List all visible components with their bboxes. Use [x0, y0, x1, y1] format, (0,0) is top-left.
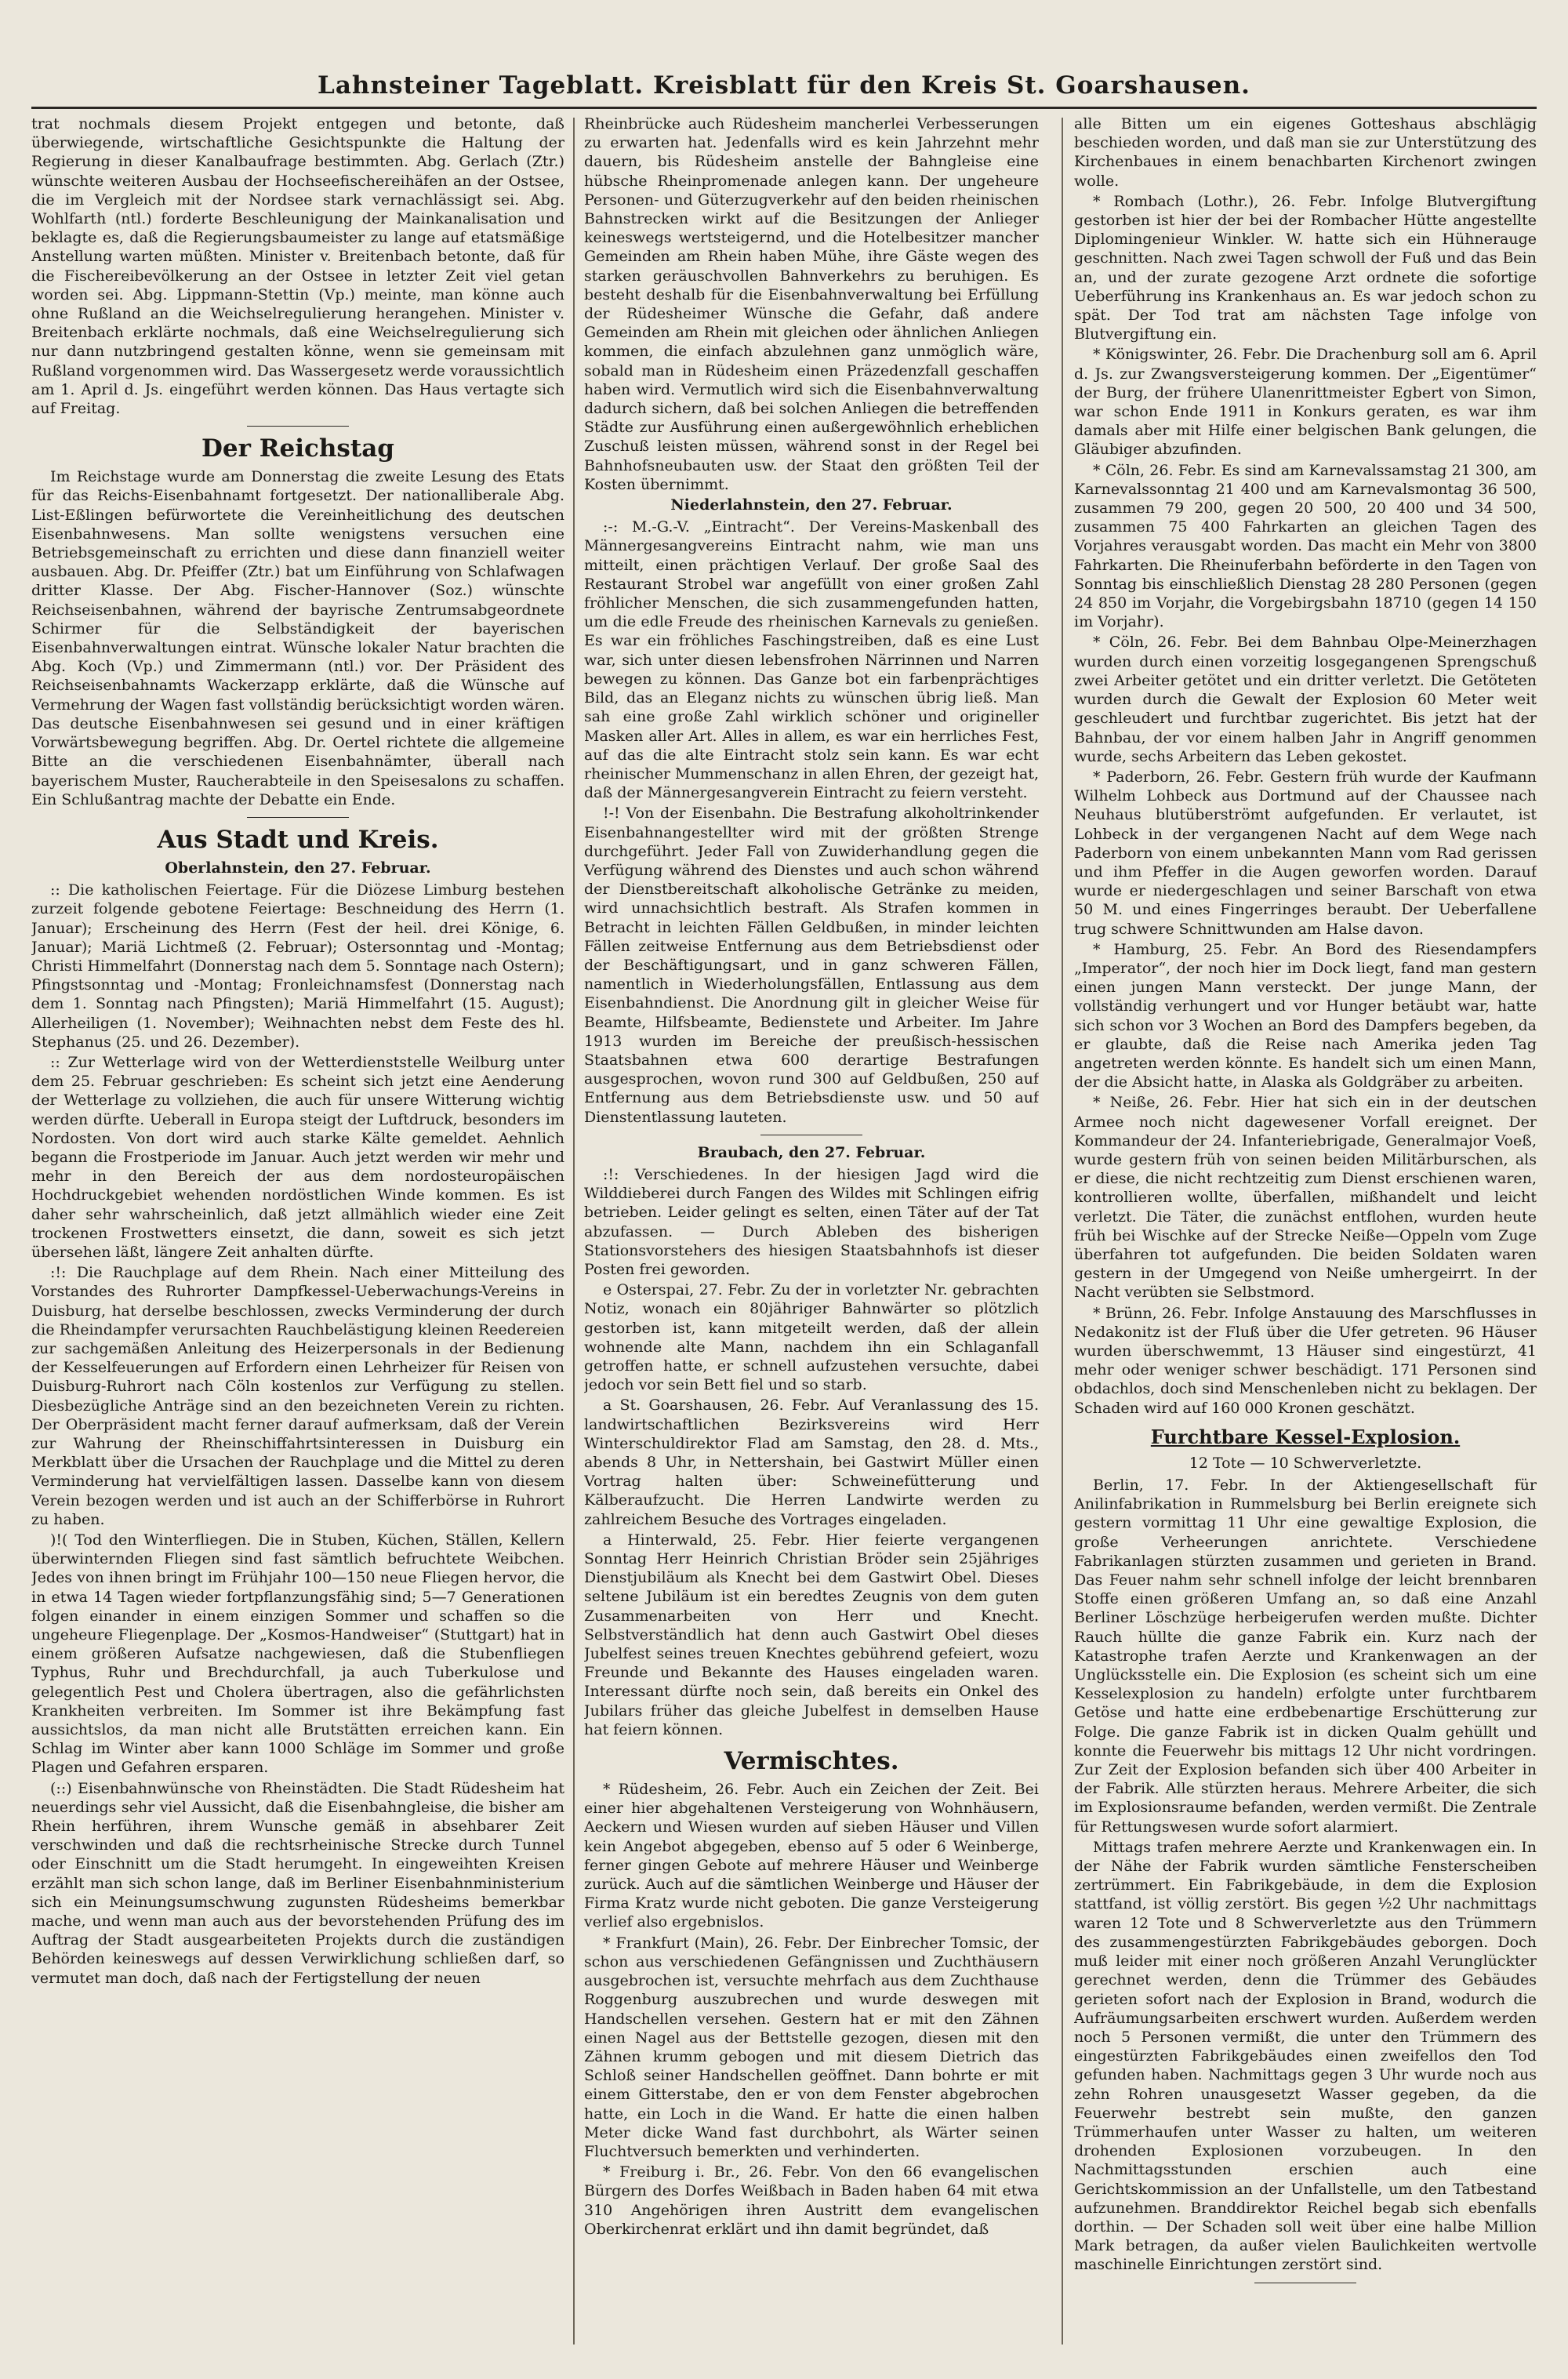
column-3 — [1074, 114, 1537, 2357]
article-paragraph: :!: Verschiedenes. In der hiesigen Jagd wird die Wilddieberei durch Fangen des Wildes mit Schlingen eifrig betrieben. Leider gelingt es selten, einen Täter auf der Tat abzufassen. — Durch Ableben des bisherigen Stationsvorstehers des hiesigen Staatsbahnhofs ist dieser Posten frei geworden. — [584, 1165, 1039, 1278]
column-1 — [31, 114, 564, 2357]
article-paragraph: :: Die katholischen Feiertage. Für die Diözese Limburg bestehen zurzeit folgende gebotene Feiertage: Beschneidung des Herrn (1. Januar); Erscheinung des Herrn (Fest der heil. drei Könige, 6. Januar); Mariä Lichtmeß (2. Februar); Ostersonntag und -Montag; Christi Himmelfahrt (Donnerstag nach dem 5. Sonntage nach Ostern); Pfingstsonntag und -Montag; Fronleichnamsfest (Donnerstag nach dem 1. Sonntag nach Pfingsten); Mariä Himmelfahrt (15. August); Allerheiligen (1. November); Weihnachten nebst dem Feste des hl. Stephanus (25. und 26. Dezember). — [31, 881, 564, 1051]
article-paragraph: alle Bitten um ein eigenes Gotteshaus abschlägig beschieden worden, und daß man sie zur Unterstützung des Kirchenbaues in einem benachbarten Kirchenort zwingen wolle. — [1074, 115, 1537, 190]
article-paragraph: a St. Goarshausen, 26. Febr. Auf Veranlassung des 15. landwirtschaftlichen Bezirksvereins wird Herr Winterschuldirektor Flad am Samstag, den 28. d. Mts., abends 8 Uhr, in Nettershain, bei Gastwirt Müller einen Vortrag halten über: Schweinefütterung und Kälberaufzucht. Die Herren Landwirte werden zu zahlreichem Besuche des Vortrages eingeladen. — [584, 1397, 1039, 1528]
article-paragraph: * Paderborn, 26. Febr. Gestern früh wurde der Kaufmann Wilhelm Lohbeck aus Dortmund auf der Chaussee nach Neuhaus blutüberströmt aufgefunden. Er verlautet, ist Lohbeck in der vergangenen Nacht auf dem Wege nach Paderborn von einem unbekannten Mann vom Rad gerissen und ihm Pfeffer in die Augen geworfen worden. Darauf wurde er niedergeschlagen und seiner Barschaft von etwa 50 M. und eines Fingerringes beraubt. Der Ueberfallene trug schwere Schnittwunden am Halse davon. — [1074, 768, 1537, 938]
article-paragraph: :!: Die Rauchplage auf dem Rhein. Nach einer Mitteilung des Vorstandes des Ruhrorter Dampfkessel-Ueberwachungs-Vereins in Duisburg, hat derselbe beschlossen, zwecks Verminderung der durch die Rheindampfer verursachten Rauchbelästigung kleinen Reedereien zur sachgemäßen Anleitung des Heizerpersonals in der Bedienung der Kesselfeuerungen auf Erfordern einen Lehrheizer für Reisen von Duisburg-Ruhrort nach Cöln kostenlos zur Verfügung zu stellen. Diesbezügliche Anträge sind an den bezeichneten Verein zu richten. Der Oberpräsident macht ferner darauf aufmerksam, daß der Verein zur Wahrung der Rheinschiffahrtsinteressen in Duisburg ein Merkblatt über die Ursachen der Rauchplage und die Mittel zu deren Verminderung hat vervielfältigen lassen. Dasselbe kann von diesem Verein bezogen werden und ist auch an der Schifferbörse in Ruhrort zu haben. — [31, 1264, 564, 1528]
article-paragraph: * Freiburg i. Br., 26. Febr. Von den 66 evangelischen Bürgern des Dorfes Weißbach in Baden haben 64 mit etwa 310 Angehörigen ihren Austritt dem evangelischen Oberkirchenrat erklärt und ihn damit begründet, daß — [584, 2163, 1039, 2238]
section-heading-stadt-kreis: Aus Stadt und Kreis. — [157, 825, 439, 854]
article-paragraph: * Rüdesheim, 26. Febr. Auch ein Zeichen der Zeit. Bei einer hier abgehaltenen Versteigerung von Wohnhäusern, Aeckern und Wiesen wurden auf sieben Häuser und Villen kein Angebot abgegeben, ebenso auf 5 oder 6 Weinberge, ferner gingen Gebote auf mehrere Häuser und Weinberge zurück. Auch auf die sämtlichen Weinberge und Häuser der Firma Kratz wurde nicht geboten. Die ganze Versteigerung verlief also ergebnislos. — [584, 1781, 1039, 1931]
article-paragraph: (::) Eisenbahnwünsche von Rheinstädten. Die Stadt Rüdesheim hat neuerdings sehr viel Aussicht, daß die Eisenbahngleise, die bisher am Rhein herführen, ihrem Wunsche gemäß in absehbarer Zeit verschwinden und daß die rechtsrheinische Strecke durch Tunnel oder Einschnitt um die Stadt herumgeht. In eingeweihten Kreisen erzählt man sich schon lange, daß im Berliner Eisenbahnministerium sich ein Meinungsumschwung zugunsten Rüdesheims bemerkbar mache, und wenn man auch aus der bevorstehenden Prüfung des im Auftrag der Stadt ausgearbeiteten Projekts durch die zuständigen Behörden keineswegs auf dessen Verwirklichung schließen darf, so vermutet man doch, daß nach der Fertigstellung der neuen — [31, 1779, 564, 1987]
section-heading-vermischtes: Vermischtes. — [724, 1747, 899, 1776]
article-paragraph: trat nochmals diesem Projekt entgegen und betonte, daß überwiegende, wirtschaftliche Gesichtspunkte die Haltung der Regierung in dieser Kanalbaufrage bestimmten. Abg. Gerlach (Ztr.) wünschte weiteren Ausbau der Hochseefischereihäfen an der Ostsee, die im Vergleich mit der Nordsee stark vernachlässigt sei. Abg. Wohlfarth (ntl.) forderte Beschleunigung der Mainkanalisation und beklagte es, daß die Regierungsbaumeister zu lange auf etatsmäßige Anstellung warten müßten. Minister v. Breitenbach betonte, daß für die Fischereibevölkerung an der Ostsee in letzter Zeit viel getan worden sei. Abg. Lippmann-Stettin (Vp.) meinte, man könne auch ohne Rußland an die Weichselregulierung herangehen. Minister v. Breitenbach erklärte nochmals, daß eine Weichselregulierung sich nur dann nutzbringend gestalten könne, wenn sie gemeinsam mit Rußland vorgenommen wird. Das Wassergesetz werde voraussichtlich am 1. April d. Js. eingeführt werden können. Das Haus vertagte sich auf Freitag. — [31, 115, 564, 418]
article-paragraph: * Hamburg, 25. Febr. An Bord des Riesendampfers „Imperator“, der noch hier im Dock liegt, fand man gestern einen jungen Mann versteckt. Der junge Mann, der vollständig verhungert und vor Hunger betäubt war, hatte sich schon vor 3 Wochen an Bord des Dampfers begeben, da er glaubte, daß die Reise nach Amerika jeden Tag angetreten werden könnte. Es handelt sich um einen Mann, der die Absicht hatte, in Alaska als Goldgräber zu arbeiten. — [1074, 940, 1537, 1091]
section-divider — [247, 817, 349, 818]
article-paragraph: * Cöln, 26. Febr. Es sind am Karnevalssamstag 21 300, am Karnevalssonntag 21 400 und am Karnevalsmontag 36 500, zusammen 79 200, gegen 20 500, 20 400 und 34 500, zusammen 75 400 Fahrkarten an gleichen Tagen des Vorjahres verausgabt worden. Das macht ein Mehr von 3800 Fahrkarten. Die Rheinuferbahn beförderte in den Tagen von Sonntag bis einschließlich Dienstag 28 280 Personen (gegen 24 850 im Vorjahr, die Vorgebirgsbahn 18710 (gegen 14 150 im Vorjahr). — [1074, 461, 1537, 631]
article-paragraph: Rheinbrücke auch Rüdesheim mancherlei Verbesserungen zu erwarten hat. Jedenfalls wird es kein Jahrzehnt mehr dauern, bis Rüdesheim anstelle der Bahngleise eine hübsche Rheinpromenade anlegen kann. Der ungeheure Personen- und Güterzugverkehr auf den beiden rheinischen Bahnstrecken wirkt auf die Besitzungen der Anlieger keineswegs wertsteigernd, und die Hotelbesitzer mancher Gemeinden am Rhein haben Mühe, ihre Gäste wegen des starken geräuschvollen Bahnverkehrs zu beruhigen. Es besteht deshalb für die Eisenbahnverwaltung bei Erfüllung der Rüdesheimer Wünsche die Gefahr, daß andere Gemeinden am Rhein mit gleichen oder ähnlichen Anliegen kommen, die einfach abzulehnen ganz unmöglich wäre, sobald man in Rüdesheim einen Präzedenzfall geschaffen haben wird. Vermutlich wird sich die Eisenbahnverwaltung dadurch sichern, daß bei solchen Anliegen die betreffenden Städte zur Ausführung einen außergewöhnlich erheblichen Zuschuß leisten müssen, während sonst in der Regel bei Bahnhofsneubauten usw. der Staat den größten Teil der Kosten übernimmt. — [584, 115, 1039, 493]
article-paragraph: :: Zur Wetterlage wird von der Wetterdienststelle Weilburg unter dem 25. Februar geschrieben: Es scheint sich jetzt eine Aenderung der Wetterlage zu vollziehen, die auch für unsere Witterung wichtig werden dürfte. Ueberall in Europa steigt der Luftdruck, besonders im Nordosten. Von dort wird auch starke Kälte gemeldet. Aehnlich begann die Frostperiode im Januar. Auch jetzt werden wir mehr und mehr in den Bereich der aus dem nordosteuropäischen Hochdruckgebiet wehenden nordöstlichen Winde kommen. Es ist daher sehr wahrscheinlich, daß jetzt allmählich wieder eine Zeit trockenen Frostwetters einsetzt, die dann, soweit es sich jetzt übersehen läßt, längere Zeit anhalten dürfte. — [31, 1053, 564, 1261]
article-paragraph: * Neiße, 26. Febr. Hier hat sich ein in der deutschen Armee noch nicht dagewesener Vorfall ereignet. Der Kommandeur der 24. Infanteriebrigade, Generalmajor Voeß, wurde gestern früh von seinen beiden Militärburschen, als er diese, die nicht rechtzeitig zum Dienst erschienen waren, kontrollieren wollte, überfallen, mißhandelt und leicht verletzt. Die Täter, die zunächst entflohen, wurden heute früh bei Wischke auf der Strecke Neiße—Oppeln vom Zuge überfahren tot aufgefunden. Die beiden Soldaten waren gestern in der Umgegend von Neiße umhergeirrt. In der Nacht verübten sie Selbstmord. — [1074, 1094, 1537, 1302]
section-divider — [247, 426, 349, 427]
section-heading-kessel-explosion: Furchtbare Kessel-Explosion. — [1150, 1425, 1461, 1448]
article-columns — [0, 114, 1568, 2357]
article-paragraph: !-! Von der Eisenbahn. Die Bestrafung alkoholtrinkender Eisenbahnangestellter wird mit der größten Strenge durchgeführt. Jeder Fall von Zuwiderhandlung gegen die Verfügung während des Dienstes und auch schon während der Dienstbereitschaft alkoholische Getränke zu meiden, wird unnachsichtlich bestraft. Als Strafen kommen in Betracht in leichten Fällen Geldbußen, in minder leichten Fällen zeitweise Entfernung aus dem Betriebsdienst oder der Beschäftigungsart, und in ganz schweren Fällen, namentlich in Wiederholungsfällen, Entlassung aus dem Eisenbahndienst. Die Anordnung gilt in gleicher Weise für Beamte, Hilfsbeamte, Bedienstete und Arbeiter. Im Jahre 1913 wurden im Bereiche der preußisch-hessischen Staatsbahnen etwa 600 derartige Bestrafungen ausgesprochen, wovon rund 300 auf Geldbußen, 250 auf Entfernung aus dem Betriebsdienste usw. und 50 auf Dienstentlassung lauteten. — [584, 805, 1039, 1126]
article-paragraph: * Frankfurt (Main), 26. Febr. Der Einbrecher Tomsic, der schon aus verschiedenen Gefängnissen und Zuchthäusern ausgebrochen ist, versuchte mehrfach aus dem Zuchthause Roggenburg auszubrechen und wurde deswegen mit Handschellen versehen. Gestern hat er mit den Zähnen einen Nagel aus der Bettstelle gezogen, diesen mit den Zähnen krumm gebogen und mit diesem Dietrich das Schloß seiner Handschellen geöffnet. Dann bohrte er mit einem Gitterstabe, den er von dem Fenster abgebrochen hatte, ein Loch in die Wand. Er hatte die einen halben Meter dicke Wand fast durchbohrt, als Wärter seinen Fluchtversuch bemerkten und verhinderten. — [584, 1934, 1039, 2160]
subheading: 12 Tote — 10 Schwerverletzte. — [1189, 1454, 1422, 1472]
article-paragraph: * Rombach (Lothr.), 26. Febr. Infolge Blutvergiftung gestorben ist hier der bei der Rombacher Hütte angestellte Diplomingenieur Winkler. W. hatte sich ein Hühnerauge geschnitten. Nach zwei Tagen schwoll der Fuß und das Bein an, und der zurate gezogene Arzt ordnete die sofortige Ueberführung ins Krankenhaus an. Es war jedoch schon zu spät. Der Tod trat am nächsten Tage infolge von Blutvergiftung ein. — [1074, 192, 1537, 343]
article-paragraph: )!( Tod den Winterfliegen. Die in Stuben, Küchen, Ställen, Kellern überwinternden Fliegen sind fast sämtlich befruchtete Weibchen. Jedes von ihnen bringt im Frühjahr 100—150 neue Fliegen hervor, die in etwa 14 Tagen wieder fortpflanzungsfähig sind; 5—7 Generationen folgen einander in einem einzigen Sommer und schaffen so die ungeheure Fliegenplage. Der „Kosmos-Handweiser“ (Stuttgart) hat in einem größeren Aufsatze nachgewiesen, daß die Stubenfliegen Typhus, Ruhr und Brechdurchfall, ja auch Tuberkulose und gelegentlich Pest und Cholera übertragen, also die gefährlichsten Krankheiten verbreiten. Im Sommer ist ihre Bekämpfung fast aussichtslos, da man nicht alle Brutstätten erreichen kann. Ein Schlag im Winter aber kann 1000 Schläge im Sommer und große Plagen und Gefahren ersparen. — [31, 1531, 564, 1777]
column-2 — [584, 114, 1039, 2357]
article-paragraph: Im Reichstage wurde am Donnerstag die zweite Lesung des Etats für das Reichs-Eisenbahnamt fortgesetzt. Der nationalliberale Abg. List-Eßlingen befürwortete die Vereinheitlichung des deutschen Eisenbahnwesens. Man sollte wenigstens versuchen eine Betriebsgemeinschaft zu errichten und diese dann finanziell weiter ausbauen. Abg. Dr. Pfeiffer (Ztr.) bat um Einführung von Schlafwagen dritter Klasse. Der Abg. Fischer-Hannover (Soz.) wünschte Reichseisenbahnen, während der bayrische Zentrumsabgeordnete Schirmer für die Selbständigkeit der bayerischen Eisenbahnverwaltungen eintrat. Wünsche lokaler Natur brachten die Abg. Koch (Vp.) und Zimmermann (ntl.) vor. Der Präsident des Reichseisenbahnamts Wackerzapp erklärte, daß die Wünsche auf Vermehrung der Wagen fast vollständig berücksichtigt worden wären. Das deutsche Eisenbahnwesen sei gesund und in einer kräftigen Vorwärtsbewegung begriffen. Abg. Dr. Oertel richtete die allgemeine Bitte an die verschiedenen Eisenbahnämter, überall nach bayerischem Muster, Raucherabteile in den Speisesalons zu schaffen. Ein Schlußantrag machte der Debatte ein Ende. — [31, 468, 564, 808]
dateline: Oberlahnstein, den 27. Februar. — [165, 859, 431, 877]
article-paragraph: :-: M.-G.-V. „Eintracht“. Der Vereins-Maskenball des Männergesangvereins Eintracht nahm, wie man uns mitteilt, einen prächtigen Verlauf. Der große Saal des Restaurant Strobel war angefüllt von einer großen Zahl fröhlicher Menschen, die sich zusammengefunden hatten, um die edle Freude des rheinischen Karnevals zu genießen. Es war ein fröhliches Faschingstreiben, daß es eine Lust war, sich unter diesen lebensfrohen Närrinnen und Narren bewegen zu können. Das Ganze bot ein farbenprächtiges Bild, das an Eleganz nichts zu wünschen übrig ließ. Man sah eine große Zahl wirklich schöner und origineller Masken aller Art. Alles in allem, es war ein herrliches Fest, auf das die alte Eintracht stolz sein kann. Es war echt rheinischer Mummenschanz in allen Ehren, der gezeigt hat, daß der Männergesangverein Eintracht zu feiern versteht. — [584, 518, 1039, 802]
masthead-title: Lahnsteiner Tageblatt. Kreisblatt für den Kreis St. Goarshausen. — [31, 64, 1537, 109]
article-paragraph: * Cöln, 26. Febr. Bei dem Bahnbau Olpe-Meinerzhagen wurden durch einen vorzeitig losgegangenen Sprengschuß zwei Arbeiter getötet und ein dritter verletzt. Die Getöteten wurden durch die Gewalt der Explosion 60 Meter weit geschleudert und furchtbar zugerichtet. Bis jetzt hat der Bahnbau, der vor einem halben Jahr in Angriff genommen wurde, sechs Arbeitern das Leben gekostet. — [1074, 634, 1537, 765]
article-paragraph: Berlin, 17. Febr. In der Aktiengesellschaft für Anilinfabrikation in Rummelsburg bei Berlin ereignete sich gestern vormittag 11 Uhr eine gewaltige Explosion, die große Verheerungen anrichtete. Verschiedene Fabrikanlagen stürzten zusammen und gerieten in Brand. Das Feuer nahm sehr schnell infolge der leicht brennbaren Stoffe einen größeren Umfang an, so daß eine Anzahl Berliner Löschzüge herbeigerufen werden mußte. Dichter Rauch hüllte die ganze Fabrik ein. Kurz nach der Katastrophe trafen Aerzte und Krankenwagen an der Unglücksstelle ein. Die Explosion (es scheint sich um eine Kesselexplosion zu handeln) erfolgte unter furchtbarem Getöse und hatte eine erdbebenartige Erschütterung zur Folge. Die ganze Fabrik ist in dicken Qualm gehüllt und konnte die Feuerwehr bis mittags 12 Uhr nicht vordringen. Zur Zeit der Explosion befanden sich über 400 Arbeiter in der Fabrik. Alle stürzten heraus. Mehrere Arbeiter, die sich im Explosionsraume befanden, werden vermißt. Die Zentrale für Rettungswesen wurde sofort alarmiert. — [1074, 1476, 1537, 1836]
article-paragraph: Mittags trafen mehrere Aerzte und Krankenwagen ein. In der Nähe der Fabrik wurden sämtliche Fensterscheiben zertrümmert. Ein Fabrikgebäude, in dem die Explosion stattfand, ist völlig zerstört. Bis gegen ½2 Uhr nachmittags waren 12 Tote und 8 Schwerverletzte aus den Trümmern des zusammengestürzten Fabrikgebäudes geborgen. Doch muß leider mit einer noch größeren Anzahl Verunglückter gerechnet werden, denn die Trümmer des Gebäudes gerieten sofort nach der Explosion in Brand, wodurch die Aufräumungsarbeiten erschwert wurden. Außerdem werden noch 5 Personen vermißt, die unter den Trümmern des eingestürzten Fabrikgebäudes einen zweifellos den Tod gefunden haben. Nachmittags gegen 3 Uhr wurde noch aus zehn Rohren unausgesetzt Wasser gegeben, da die Feuerwehr bestrebt sein mußte, den ganzen Trümmerhaufen unter Wasser zu halten, um weiteren drohenden Explosionen vorzubeugen. In den Nachmittagsstunden erschien auch eine Gerichtskommission an der Unfallstelle, um den Tatbestand aufzunehmen. Branddirektor Reichel begab sich ebenfalls dorthin. — Der Schaden soll weit über eine halbe Million Mark betragen, da außer vielen Baulichkeiten wertvolle maschinelle Einrichtungen zerstört sind. — [1074, 1838, 1537, 2274]
dateline: Braubach, den 27. Februar. — [697, 1143, 926, 1161]
article-paragraph: e Osterspai, 27. Febr. Zu der in vorletzter Nr. gebrachten Notiz, wonach ein 80jähriger Bahnwärter so plötzlich gestorben ist, kann mitgeteilt werden, daß der allein wohnende alte Mann, nachdem ihn ein Schlaganfall getroffen hatte, er schnell aufzustehen versuchte, dabei jedoch vor sein Bett fiel und so starb. — [584, 1281, 1039, 1394]
article-paragraph: a Hinterwald, 25. Febr. Hier feierte vergangenen Sonntag Herr Heinrich Christian Bröder sein 25jähriges Dienstjubiläum als Knecht bei dem Gastwirt Obel. Dieses seltene Jubiläum ist ein beredtes Zeugnis von dem guten Zusammenarbeiten von Herr und Knecht. Selbstverständlich hat denn auch Gastwirt Obel dieses Jubelfest seines treuen Knechtes gebührend gefeiert, wozu Freunde und Bekannte des Hauses eingeladen waren. Interessant dürfte noch sein, daß bereits ein Onkel des Jubilars früher das gleiche Jubelfest in demselben Hause hat feiern können. — [584, 1531, 1039, 1738]
article-paragraph: * Brünn, 26. Febr. Infolge Anstauung des Marschflusses in Nedakonitz ist der Fluß über die Ufer getreten. 96 Häuser wurden überschwemmt, 13 Häuser sind eingestürzt, 41 mehr oder weniger schwer beschädigt. 171 Personen sind obdachlos, doch sind Menschenleben nicht zu beklagen. Der Schaden wird auf 160 000 Kronen geschätzt. — [1074, 1304, 1537, 1417]
dateline: Niederlahnstein, den 27. Februar. — [670, 496, 953, 514]
section-heading-reichstag: Der Reichstag — [201, 434, 394, 463]
article-paragraph: * Königswinter, 26. Febr. Die Drachenburg soll am 6. April d. Js. zur Zwangsversteigerung kommen. Der „Eigentümer“ der Burg, der frühere Ulanenrittmeister Egbert von Simon, war schon Ende 1911 in Konkurs geraten, es war ihm damals aber mit Hilfe einer belgischen Bank gelungen, die Gläubiger abzufinden. — [1074, 346, 1537, 459]
